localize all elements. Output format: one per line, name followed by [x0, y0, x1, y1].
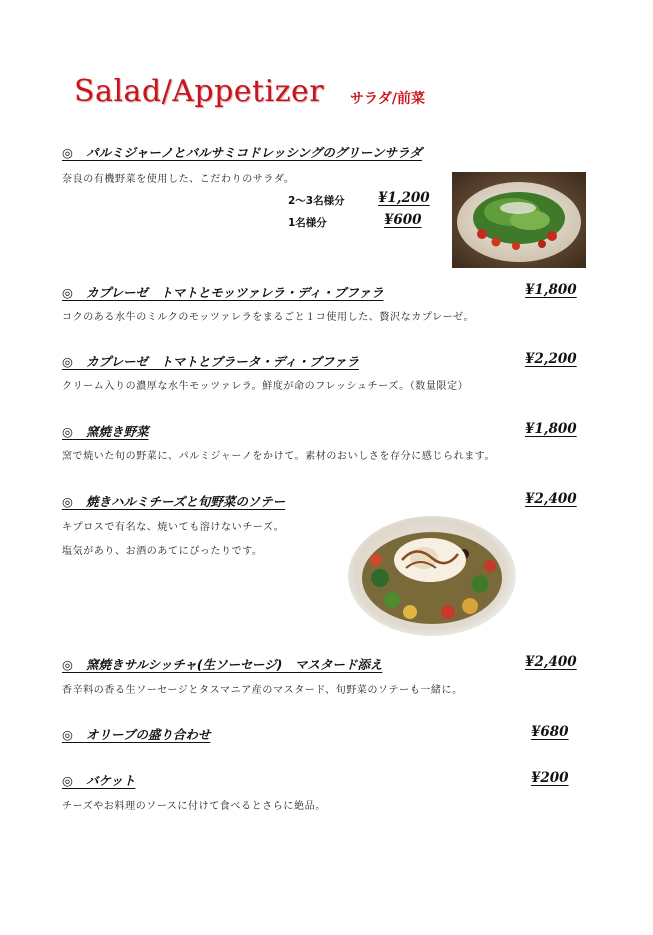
marker-icon: ◎	[62, 424, 73, 439]
item-name: バケット	[85, 773, 136, 788]
menu-item-name	[62, 352, 359, 370]
item-description: 窯で焼いた旬の野菜に、パルミジャーノをかけて。素材のおいしさを存分に感じられます。	[62, 451, 496, 462]
item-price: ¥2,400	[525, 654, 577, 670]
item-name: 焼きハルミチーズと旬野菜のソテー	[85, 494, 286, 509]
item-description: コクのある水牛のミルクのモッツァレラをまるごと１コ使用した、贅沢なカプレーゼ。	[62, 312, 475, 323]
marker-icon: ◎	[62, 354, 73, 369]
item-price: ¥1,800	[525, 421, 577, 437]
item-price: ¥200	[531, 770, 569, 786]
halloumi-photo	[340, 508, 520, 640]
menu-item-name	[62, 422, 149, 440]
page-title: Salad/Appetizer	[74, 74, 325, 109]
size-label: 2〜3名様分	[288, 195, 345, 207]
size-label: 1名様分	[288, 217, 327, 229]
item-name: カプレーゼ トマトとブラータ・ディ・ブファラ	[85, 354, 359, 369]
size-price: ¥1,200	[378, 190, 430, 206]
marker-icon: ◎	[62, 727, 73, 742]
item-price: ¥2,400	[525, 491, 577, 507]
item-description: チーズやお料理のソースに付けて食べるとさらに絶品。	[62, 801, 326, 812]
marker-icon: ◎	[62, 145, 73, 160]
item-name: 窯焼き野菜	[85, 424, 149, 439]
marker-icon: ◎	[62, 494, 73, 509]
item-description: クリーム入りの濃厚な水牛モッツァレラ。鮮度が命のフレッシュチーズ。（数量限定）	[62, 381, 469, 392]
menu-item-name	[62, 771, 135, 789]
item-description: 塩気があり、お酒のあてにぴったりです。	[62, 546, 263, 557]
size-price: ¥600	[384, 212, 422, 228]
item-name: オリーブの盛り合わせ	[85, 727, 211, 742]
item-price: ¥1,800	[525, 282, 577, 298]
menu-item-name	[62, 725, 210, 743]
marker-icon: ◎	[62, 773, 73, 788]
item-description: 奈良の有機野菜を使用した、こだわりのサラダ。	[62, 174, 295, 185]
menu-item-name	[62, 283, 384, 301]
item-name: 窯焼きサルシッチャ(生ソーセージ) マスタード添え	[85, 657, 383, 672]
item-description: キプロスで有名な、焼いても溶けないチーズ。	[62, 522, 285, 533]
item-price: ¥2,200	[525, 351, 577, 367]
menu-item-name	[62, 143, 422, 161]
menu-item-name	[62, 655, 382, 673]
item-price: ¥680	[531, 724, 569, 740]
page-subtitle: サラダ/前菜	[350, 91, 425, 107]
item-description: 香辛料の香る生ソーセージとタスマニア産のマスタード、旬野菜のソテーも一緒に。	[62, 685, 463, 696]
menu-item-name	[62, 492, 285, 510]
item-name: カプレーゼ トマトとモッツァレラ・ディ・ブファラ	[85, 285, 384, 300]
marker-icon: ◎	[62, 657, 73, 672]
marker-icon: ◎	[62, 285, 73, 300]
salad-photo	[452, 172, 586, 268]
item-name: パルミジャーノとバルサミコドレッシングのグリーンサラダ	[85, 145, 422, 160]
